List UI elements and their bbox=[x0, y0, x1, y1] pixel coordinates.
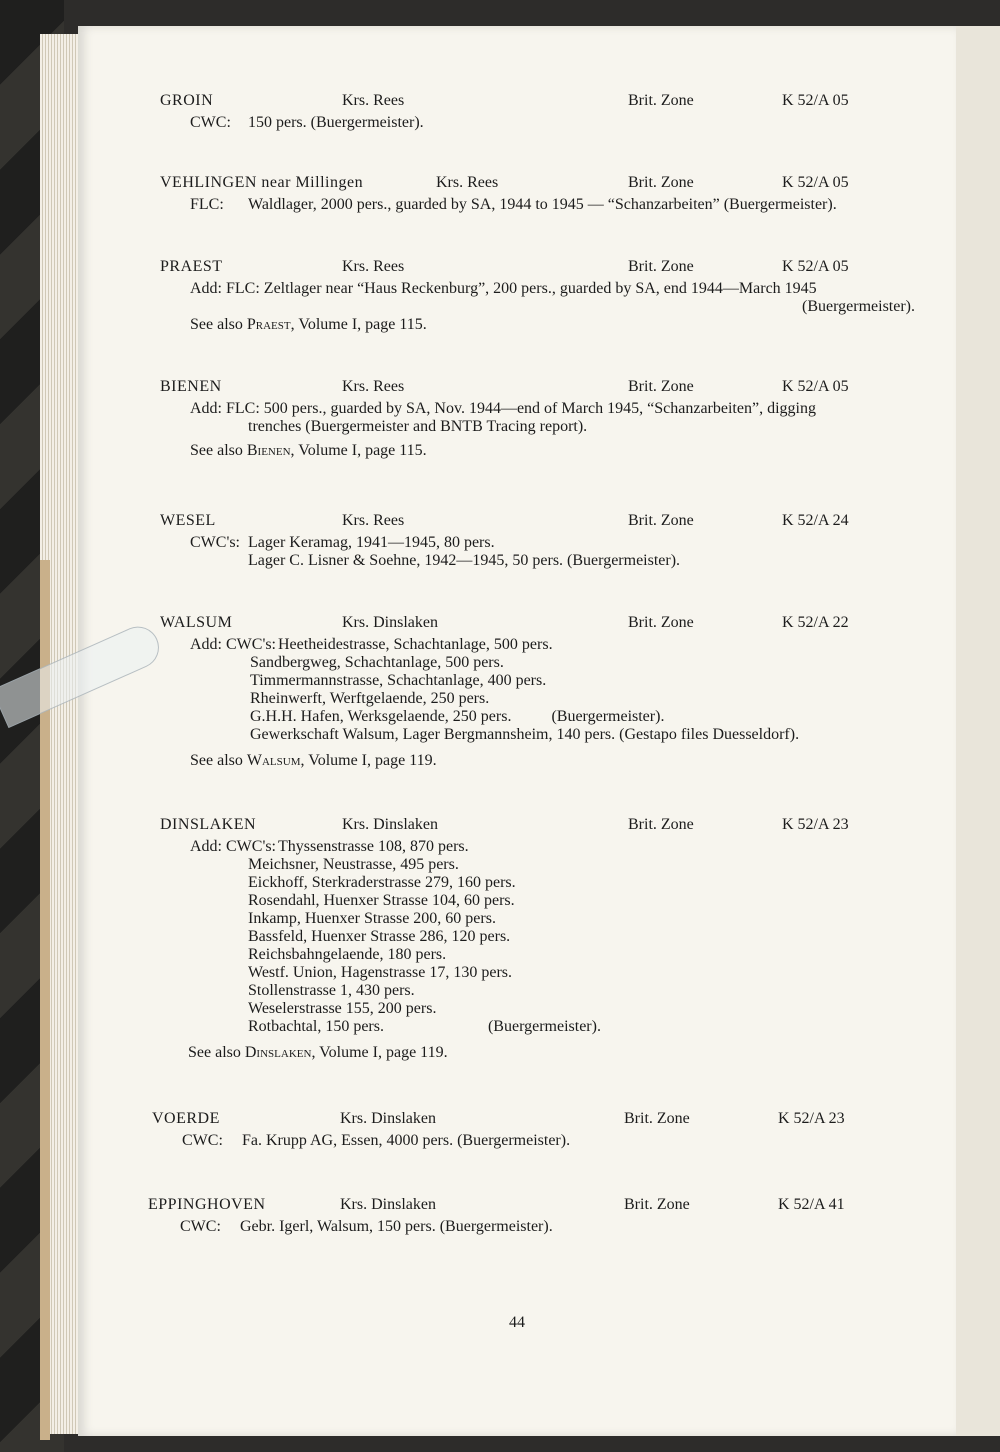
addendum-continuation: trenches (Buergermeister and BNTB Tracing report). bbox=[248, 418, 588, 435]
camp-type-label: Add: CWC's: bbox=[190, 636, 276, 653]
camp-description: 150 pers. (Buergermeister). bbox=[248, 114, 424, 131]
camp-item: Gewerkschaft Walsum, Lager Bergmannsheim, 140 pers. (Gestapo files Duesseldorf). bbox=[250, 726, 800, 743]
reference-code: K 52/A 23 bbox=[782, 816, 849, 833]
entry-vehlingen bbox=[78, 174, 956, 214]
zone: Brit. Zone bbox=[624, 1196, 690, 1213]
kreis: Krs. Rees bbox=[436, 174, 499, 191]
camp-type-label: FLC: bbox=[190, 196, 224, 213]
entry-bienen bbox=[78, 378, 956, 460]
zone: Brit. Zone bbox=[628, 174, 694, 191]
camp-item: Thyssenstrasse 108, 870 pers. bbox=[278, 838, 469, 855]
camp-item: Lager Keramag, 1941—1945, 80 pers. bbox=[248, 534, 495, 551]
camp-item: Timmermannstrasse, Schachtanlage, 400 pers. bbox=[250, 672, 547, 689]
zone: Brit. Zone bbox=[628, 512, 694, 529]
place-name: DINSLAKEN bbox=[160, 816, 257, 833]
see-also-reference: See also Walsum, Volume I, page 119. bbox=[190, 752, 437, 769]
reference-code: K 52/A 22 bbox=[782, 614, 849, 631]
camp-type-label: CWC's: bbox=[190, 534, 240, 551]
camp-item: Weselerstrasse 155, 200 pers. bbox=[248, 1000, 437, 1017]
see-also-reference: See also Dinslaken, Volume I, page 119. bbox=[188, 1044, 448, 1061]
camp-type-label: Add: CWC's: bbox=[190, 838, 276, 855]
entry-voerde bbox=[78, 1110, 956, 1150]
camp-item: G.H.H. Hafen, Werksgelaende, 250 pers. (Buergermeister). bbox=[250, 708, 665, 725]
reference-code: K 52/A 05 bbox=[782, 174, 849, 191]
kreis: Krs. Dinslaken bbox=[342, 816, 438, 833]
addendum-source: (Buergermeister). bbox=[802, 298, 915, 315]
kreis: Krs. Rees bbox=[342, 378, 405, 395]
camp-description: Gebr. Igerl, Walsum, 150 pers. (Buergermeister). bbox=[240, 1218, 553, 1235]
camp-item: Rheinwerft, Werftgelaende, 250 pers. bbox=[250, 690, 490, 707]
kreis: Krs. Dinslaken bbox=[342, 614, 438, 631]
entry-praest bbox=[78, 258, 956, 334]
entry-eppinghoven bbox=[78, 1196, 956, 1236]
addendum-text: Add: FLC: Zeltlager near “Haus Reckenburg”, 200 pers., guarded by SA, end 1944—March 1945 bbox=[190, 280, 817, 297]
zone: Brit. Zone bbox=[628, 92, 694, 109]
camp-item: Rotbachtal, 150 pers. (Buergermeister). bbox=[248, 1018, 601, 1035]
camp-item: Lager C. Lisner & Soehne, 1942—1945, 50 pers. (Buergermeister). bbox=[248, 552, 681, 569]
camp-type-label: CWC: bbox=[180, 1218, 221, 1235]
camp-item: Sandbergweg, Schachtanlage, 500 pers. bbox=[250, 654, 504, 671]
place-name: GROIN bbox=[160, 92, 214, 109]
reference-code: K 52/A 05 bbox=[782, 258, 849, 275]
facing-page-edge bbox=[956, 26, 1000, 1436]
zone: Brit. Zone bbox=[628, 614, 694, 631]
place-name: VEHLINGEN near Millingen bbox=[160, 174, 364, 191]
place-name: VOERDE bbox=[152, 1110, 220, 1127]
camp-type-label: CWC: bbox=[182, 1132, 223, 1149]
reference-code: K 52/A 24 bbox=[782, 512, 849, 529]
camp-description: Fa. Krupp AG, Essen, 4000 pers. (Buergermeister). bbox=[242, 1132, 571, 1149]
zone: Brit. Zone bbox=[628, 816, 694, 833]
camp-item: Rosendahl, Huenxer Strasse 104, 60 pers. bbox=[248, 892, 515, 909]
reference-code: K 52/A 23 bbox=[778, 1110, 845, 1127]
entry-wesel bbox=[78, 512, 956, 570]
kreis: Krs. Rees bbox=[342, 92, 405, 109]
zone: Brit. Zone bbox=[628, 258, 694, 275]
place-name: BIENEN bbox=[160, 378, 222, 395]
camp-item: Reichsbahngelaende, 180 pers. bbox=[248, 946, 447, 963]
place-name: EPPINGHOVEN bbox=[148, 1196, 266, 1213]
camp-item: Heetheidestrasse, Schachtanlage, 500 pers. bbox=[278, 636, 553, 653]
place-name: WALSUM bbox=[160, 614, 233, 631]
camp-description: Waldlager, 2000 pers., guarded by SA, 1944 to 1945 — “Schanzarbeiten” (Buergermeister). bbox=[248, 196, 837, 213]
kreis: Krs. Rees bbox=[342, 258, 405, 275]
camp-item: Bassfeld, Huenxer Strasse 286, 120 pers. bbox=[248, 928, 511, 945]
place-name: PRAEST bbox=[160, 258, 223, 275]
kreis: Krs. Dinslaken bbox=[340, 1196, 436, 1213]
reference-code: K 52/A 05 bbox=[782, 378, 849, 395]
reference-code: K 52/A 41 bbox=[778, 1196, 845, 1213]
entry-groin bbox=[78, 92, 956, 132]
zone: Brit. Zone bbox=[628, 378, 694, 395]
place-name: WESEL bbox=[160, 512, 216, 529]
see-also-reference: See also Praest, Volume I, page 115. bbox=[190, 316, 427, 333]
camp-item: Stollenstrasse 1, 430 pers. bbox=[248, 982, 415, 999]
zone: Brit. Zone bbox=[624, 1110, 690, 1127]
camp-item: Inkamp, Huenxer Strasse 200, 60 pers. bbox=[248, 910, 496, 927]
kreis: Krs. Dinslaken bbox=[340, 1110, 436, 1127]
page-number: 44 bbox=[509, 1314, 525, 1331]
reference-code: K 52/A 05 bbox=[782, 92, 849, 109]
document-page bbox=[78, 26, 956, 1436]
addendum-text: Add: FLC: 500 pers., guarded by SA, Nov. 1944—end of March 1945, “Schanzarbeiten”, digging bbox=[190, 400, 816, 417]
entry-dinslaken bbox=[78, 816, 956, 1062]
kreis: Krs. Rees bbox=[342, 512, 405, 529]
camp-type-label: CWC: bbox=[190, 114, 231, 131]
see-also-reference: See also Bienen, Volume I, page 115. bbox=[190, 442, 427, 459]
camp-item: Westf. Union, Hagenstrasse 17, 130 pers. bbox=[248, 964, 512, 981]
camp-item: Eickhoff, Sterkraderstrasse 279, 160 pers. bbox=[248, 874, 516, 891]
camp-item: Meichsner, Neustrasse, 495 pers. bbox=[248, 856, 459, 873]
entry-walsum bbox=[78, 614, 956, 770]
